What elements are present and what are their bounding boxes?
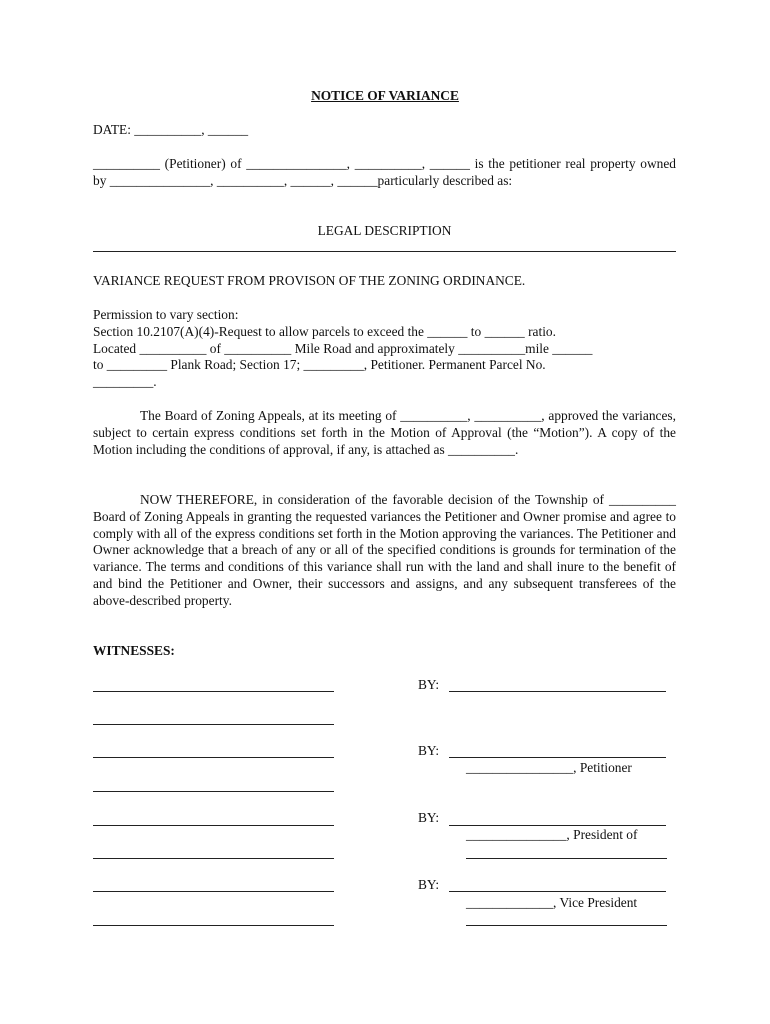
document-title: NOTICE OF VARIANCE	[311, 88, 459, 103]
vice-president-title-line: _____________, Vice President	[466, 895, 638, 910]
by-signature-line	[449, 891, 666, 892]
by-signature-line	[449, 691, 666, 692]
now-therefore-paragraph: NOW THEREFORE, in consideration of the favorable decision of the Township of __________ Board of Zoning Appeals in granting the requested variances the Petitioner and Owner promise and agree to comply with all of the express conditions set forth in the Motion approving the variances. The Petitioner and Owner acknowledge that a breach of any or all of the specified conditions is grounds for termination of the variance. The terms and conditions of this variance shall run with the land and shall inure to the benefit of and bind the Petitioner and Owner, their successors and assigns, and any subsequent transferees of the above-described property.	[93, 492, 676, 608]
permission-line: Located __________ of __________ Mile Road and approximately __________mile ______	[93, 340, 593, 356]
witness-signature-line	[93, 858, 334, 859]
witness-signature-line	[93, 757, 334, 758]
variance-request-heading: VARIANCE REQUEST FROM PROVISON OF THE ZONING ORDINANCE.	[93, 273, 526, 288]
permission-line: Permission to vary section:	[93, 307, 239, 322]
legal-description-heading: LEGAL DESCRIPTION	[317, 223, 452, 238]
by-label: BY:	[418, 877, 440, 892]
permission-block	[93, 307, 693, 391]
witness-signature-line	[93, 691, 334, 692]
permission-line: Section 10.2107(A)(4)-Request to allow parcels to exceed the ______ to ______ ratio.	[93, 323, 556, 339]
board-paragraph: The Board of Zoning Appeals, at its meeting of __________, __________, approved the variances, subject to certain express conditions set forth in the Motion of Approval (the “Motion”). A copy of the Motion including the conditions of approval, if any, is attached as __________.	[93, 408, 676, 457]
by-label: BY:	[418, 743, 440, 758]
by-label: BY:	[418, 810, 440, 825]
by-label: BY:	[418, 677, 440, 692]
company-name-line	[466, 858, 667, 859]
witness-signature-line	[93, 925, 334, 926]
by-signature-line	[449, 757, 666, 758]
permission-line: _________.	[93, 374, 157, 390]
legal-description-rule	[93, 251, 676, 252]
date-line: DATE: __________, ______	[93, 122, 249, 137]
petitioner-paragraph: __________ (Petitioner) of _______________, __________, ______ is the petitioner real property owned by _______________, __________, ______, ______particularly described as:	[93, 156, 676, 188]
president-title-line: _______________, President of	[466, 827, 638, 842]
permission-line: to _________ Plank Road; Section 17; _________, Petitioner. Permanent Parcel No.	[93, 357, 546, 373]
witness-signature-line	[93, 825, 334, 826]
witness-signature-line	[93, 724, 334, 725]
company-name-line	[466, 925, 667, 926]
witness-signature-line	[93, 791, 334, 792]
by-signature-line	[449, 825, 666, 826]
witnesses-heading: WITNESSES:	[93, 643, 175, 658]
petitioner-title-line: ________________, Petitioner	[466, 760, 632, 775]
witness-signature-line	[93, 891, 334, 892]
